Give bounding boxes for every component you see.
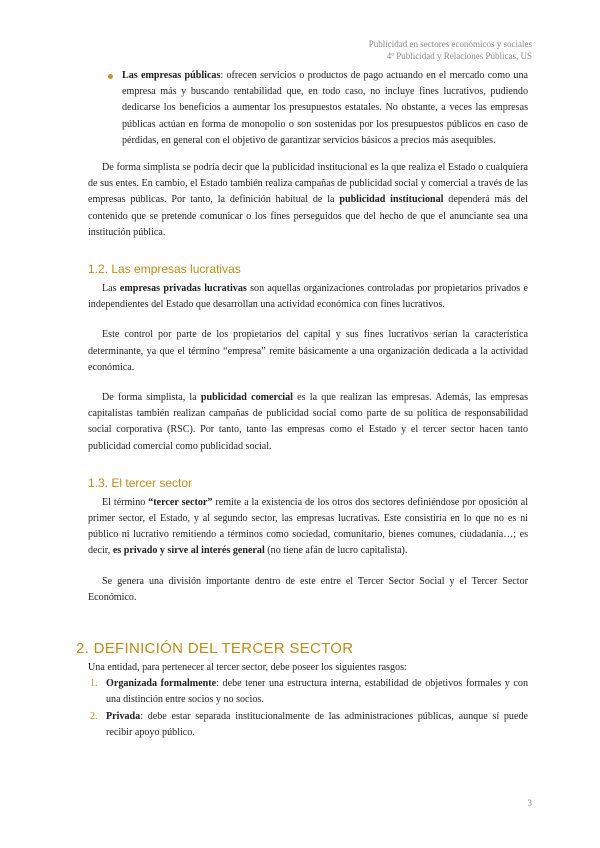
paragraph-empresas-privadas bbox=[88, 281, 528, 313]
para1-text-a: De forma simplista se podría decir que la publicidad institucional es la que realiza el Estado o cualquiera de sus entes. En cambio, el Estado también realiza campañas de publicidad social y comercial a través de las empresas públicas. Por tanto, la definición habitual de la bbox=[88, 162, 528, 206]
para1-bold: publicidad institucional bbox=[339, 194, 444, 206]
bullet-item-empresas-publicas bbox=[88, 68, 528, 149]
list-text: : debe tener una estructura interna, estabilidad de objetivos formales y con una distinción entre socios y no socios. bbox=[106, 678, 528, 706]
s13p1-text-b: remite a la existencia de los otros dos sectores definiéndose por oposición al primer sector, el Estado, y al segundo sector, las empresas lucrativas. Este consistiría en lo que no es ni público ni lucrativo remitiendo a términos como sociedad, comunitario, bienes comunes, ciudadanía…; es decir, bbox=[88, 496, 529, 557]
chapter-heading-2: 2. DEFINICIÓN DEL TERCER SECTOR bbox=[76, 640, 354, 658]
s12p3-text-b: es la que realizan las empresas. Además, las empresas capitalistas también realizan campañas de publicidad social como parte de su política de responsabilidad social corporativa (RSC). Por tanto, tanto las empresas como el Estado y el tercer sector hacen tanto publicidad comercial como publicidad social. bbox=[88, 392, 528, 452]
s13p1-bold-a: “tercer sector” bbox=[148, 496, 213, 508]
header-course-title: Publicidad en sectores económicos y sociales bbox=[368, 39, 532, 49]
list-number: 1. bbox=[90, 678, 98, 690]
s13p1-text-a: El término bbox=[102, 496, 149, 508]
s13p1-text-c: (no tiene afán de lucro capitalista). bbox=[264, 545, 408, 557]
header-course-info: 4º Publicidad y Relaciones Públicas, US bbox=[386, 51, 532, 61]
bullet-text bbox=[122, 70, 528, 146]
list-item bbox=[88, 676, 528, 708]
page-number: 3 bbox=[527, 798, 532, 808]
section-heading-1-2: 1.2. Las empresas lucrativas bbox=[88, 262, 241, 277]
bullet-dot-icon bbox=[108, 74, 113, 79]
list-number: 2. bbox=[90, 710, 98, 722]
bullet-body: : ofrecen servicios o productos de pago actuando en el mercado como una empresa más y buscando rentabilidad que, en todo caso, no incluye fines lucrativos, pudiendo dedicarse los beneficios a aumentar los presupuestos estatales. No obstante, a veces las empresas públicas actúan en forma de monopolio o son sostenidas por los presupuestos públicos en caso de pérdidas, en general con el objetivo de garantizar servicios básicos a precios más asequibles. bbox=[122, 70, 528, 146]
list-text: : debe estar separada institucionalmente de las administraciones públicas, aunque sí puede recibir apoyo público. bbox=[106, 710, 528, 738]
list-term: Privada bbox=[106, 710, 141, 722]
paragraph-publicidad-institucional bbox=[88, 160, 528, 241]
document-body bbox=[76, 68, 529, 741]
s12p3-text-a: De forma simplista, la bbox=[102, 392, 201, 404]
paragraph-control-propietarios: Este control por parte de los propietarios del capital y sus fines lucrativos serían la característica determinante, ya que el término “empresa” remite básicamente a una organización dedicada a la actividad económica. bbox=[88, 329, 528, 373]
paragraph-publicidad-comercial bbox=[88, 390, 528, 455]
paragraph-tercer-sector bbox=[88, 495, 528, 560]
bullet-term: Las empresas públicas bbox=[122, 70, 221, 81]
list-term: Organizada formalmente bbox=[106, 678, 217, 690]
paragraph-rasgos-intro: Una entidad, para pertenecer al tercer sector, debe poseer los siguientes rasgos: bbox=[88, 662, 407, 674]
s12p1-text-a: Las bbox=[102, 283, 120, 295]
s13p1-bold-b: es privado y sirve al interés general bbox=[112, 545, 265, 557]
numbered-list-rasgos bbox=[88, 676, 528, 741]
page-header bbox=[369, 38, 532, 62]
para1-text-b: dependerá más del contenido que se pretende comunicar o los fines perseguidos que del hecho de que el anunciante sea una institución pública. bbox=[88, 194, 528, 238]
s12p1-text-b: son aquellas organizaciones controladas por propietarios privados e independientes del Estado que desarrollan una actividad económica con fines lucrativos. bbox=[88, 283, 528, 311]
s12p3-bold: publicidad comercial bbox=[200, 392, 293, 404]
s12p1-bold: empresas privadas lucrativas bbox=[119, 283, 247, 295]
list-item bbox=[88, 709, 528, 741]
paragraph-division-tercer-sector: Se genera una división importante dentro de este entre el Tercer Sector Social y el Tercer Sector Económico. bbox=[88, 575, 528, 603]
section-heading-1-3: 1.3. El tercer sector bbox=[88, 475, 193, 490]
